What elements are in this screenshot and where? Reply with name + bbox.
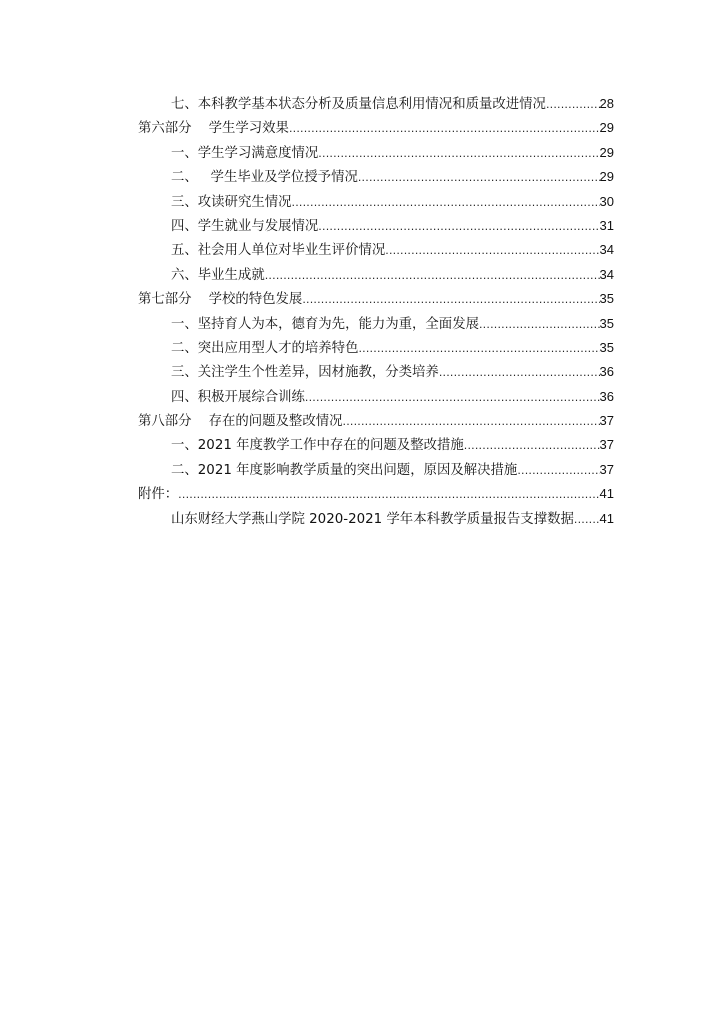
toc-dot-leader [358,166,600,190]
toc-entry-title: 一、学生学习满意度情况 [171,145,319,161]
toc-dot-leader [318,142,599,166]
toc-entry-title: 四、学生就业与发展情况 [171,218,319,234]
toc-entry[interactable] [138,385,614,409]
toc-entry-title: 二、突出应用型人才的培养特色 [171,340,359,356]
toc-entry-title: 三、关注学生个性差异，因材施教，分类培养 [171,365,439,381]
toc-entry[interactable] [138,312,614,336]
toc-entry[interactable] [138,141,614,165]
toc-entry[interactable] [138,360,614,384]
toc-dot-leader [302,288,599,312]
toc-entry-title: 附件： [138,487,179,503]
toc-entry[interactable] [138,165,614,189]
toc-entry-page: 30 [599,193,614,209]
toc-entry-title: 第六部分 学生学习效果 [138,121,289,137]
toc-entry[interactable] [138,336,614,360]
toc-entry-page: 37 [599,437,614,453]
table-of-contents [138,92,614,531]
toc-entry[interactable] [138,263,614,287]
toc-entry-title: 三、攻读研究生情况 [171,194,292,210]
toc-entry-page: 41 [599,510,614,526]
toc-dot-leader [292,191,600,215]
toc-entry-page: 37 [599,461,614,477]
toc-entry[interactable] [138,214,614,238]
toc-dot-leader [358,337,599,361]
toc-entry-page: 36 [599,364,614,380]
toc-entry-title: 二、2021 年度影响教学质量的突出问题，原因及解决措施 [171,462,518,478]
toc-dot-leader [479,313,600,337]
toc-entry-page: 34 [599,266,614,282]
toc-entry[interactable] [138,116,614,140]
toc-dot-leader [265,264,600,288]
toc-entry-page: 31 [599,217,614,233]
toc-entry-page: 28 [599,96,614,111]
toc-entry[interactable] [138,409,614,433]
toc-entry-page: 36 [599,388,614,404]
toc-entry-page: 35 [599,291,614,307]
toc-dot-leader [574,508,600,532]
toc-dot-leader [517,459,599,483]
toc-dot-leader [289,117,600,141]
toc-entry[interactable] [138,433,614,457]
toc-entry[interactable] [138,482,614,506]
toc-entry-page: 29 [599,144,614,160]
toc-dot-leader [178,483,599,507]
toc-entry-page: 29 [599,120,614,136]
toc-entry-page: 41 [599,486,614,502]
toc-entry-title: 五、社会用人单位对毕业生评价情况 [171,243,386,259]
toc-entry-title: 六、毕业生成就 [171,267,265,283]
toc-dot-leader [305,386,600,410]
toc-dot-leader [546,93,600,117]
toc-entry[interactable] [138,238,614,262]
toc-dot-leader [343,410,600,434]
toc-entry-title: 第八部分 存在的问题及整改情况 [138,414,343,430]
toc-entry-page: 35 [599,339,614,355]
toc-entry[interactable] [138,507,614,531]
toc-dot-leader [439,361,600,385]
toc-entry-title: 一、坚持育人为本，德育为先，能力为重，全面发展 [171,316,479,332]
toc-entry-title: 四、积极开展综合训练 [171,389,305,405]
toc-entry-title: 第七部分 学校的特色发展 [138,292,303,308]
toc-entry-title: 二、 学生毕业及学位授予情况 [171,170,358,186]
toc-dot-leader [385,239,599,263]
toc-entry-title: 七、本科教学基本状态分析及质量信息利用情况和质量改进情况 [171,97,546,112]
toc-dot-leader [464,434,600,458]
toc-entry[interactable] [138,190,614,214]
toc-entry-title: 山东财经大学燕山学院 2020-2021 学年本科教学质量报告支撑数据 [171,511,574,527]
toc-entry[interactable] [138,287,614,311]
toc-entry-title: 一、2021 年度教学工作中存在的问题及整改措施 [171,438,464,454]
toc-entry[interactable] [138,458,614,482]
toc-entry-page: 35 [599,315,614,331]
toc-entry-page: 37 [599,413,614,429]
toc-entry-page: 29 [599,169,614,185]
toc-dot-leader [318,215,599,239]
toc-entry[interactable] [138,92,614,116]
toc-entry-page: 34 [599,242,614,258]
